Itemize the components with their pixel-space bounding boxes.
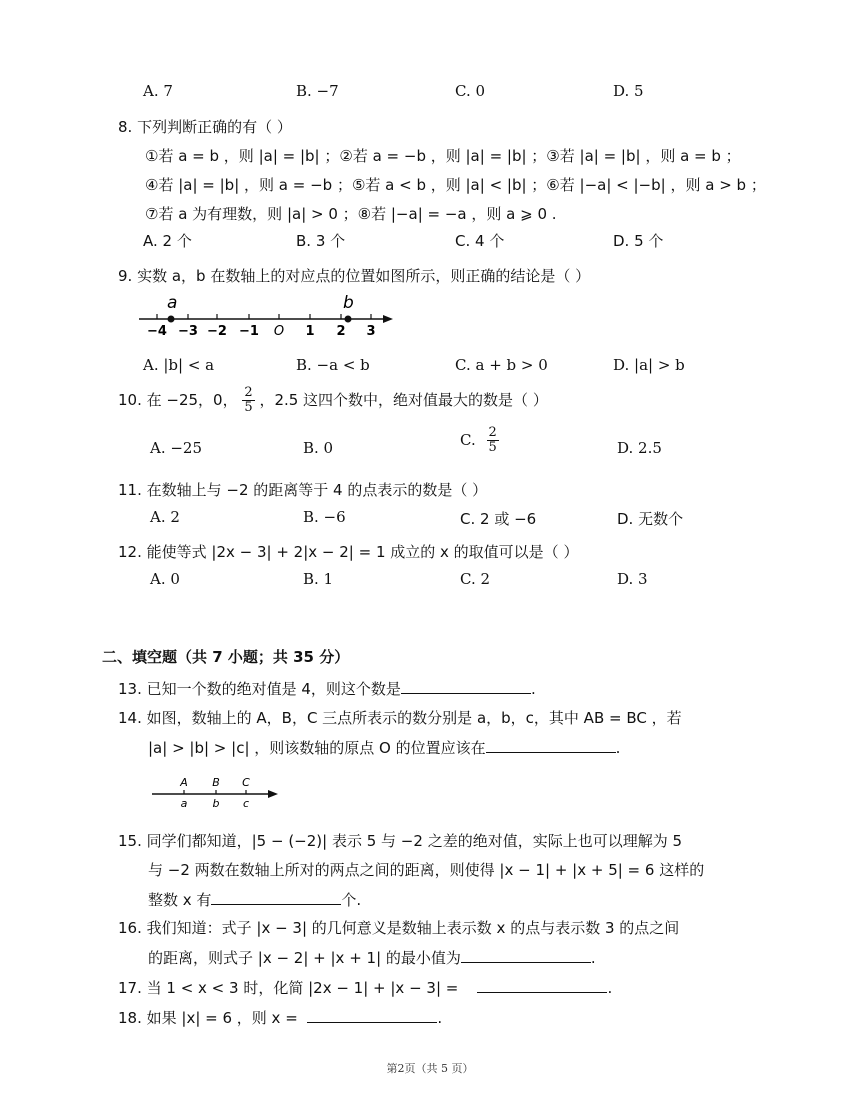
fraction-numerator: 2 [488,425,497,440]
q16-line-1: 16. 我们知道：式子 |x − 3| 的几何意义是数轴上表示数 x 的点与表示数 3 的点之间 [118,919,680,937]
q12-option-d: D. 3 [617,570,648,588]
tick-label: O [273,324,285,339]
answer-blank[interactable] [461,946,591,963]
q15-line-3-text: 整数 x 有 [148,891,212,909]
q15-line-2: 与 −2 两数在数轴上所对的两点之间的距离，则使得 |x − 1| + |x + 5| = 6 这样的 [148,861,705,879]
tick-label: 1 [305,324,315,339]
q15-line-3 [148,888,361,910]
q10-stem-pre: 10. 在 −25，0， [118,391,238,409]
q10-option-b: B. 0 [303,439,334,457]
q8-option-a: A. 2 个 [143,232,192,250]
q10-stem [118,386,548,415]
value-a-label: a [180,797,188,810]
q8-line-1: ①若 a = b ，则 |a| = |b| ；②若 a = −b ，则 |a| = |b| ；③若 |a| = |b| ，则 a = b ； [145,147,741,165]
point-a-label: a [167,293,178,313]
tick-label: −1 [239,324,259,339]
tick-label: −2 [207,324,227,339]
q8-option-c: C. 4 个 [455,232,505,250]
q10-stem-post: ，2.5 这四个数中，绝对值最大的数是（ ） [259,391,548,409]
q17 [118,976,612,998]
answer-blank[interactable] [477,976,607,993]
q7-option-b: B. −7 [296,82,339,100]
q18-text: 18. 如果 |x| = 6 ，则 x = [118,1009,298,1027]
q8-stem: 8. 下列判断正确的有（ ） [118,118,292,136]
q11-option-b: B. −6 [303,508,346,526]
q14-line-1: 14. 如图，数轴上的 A，B，C 三点所表示的数分别是 a，b，c，其中 AB = BC ，若 [118,709,682,727]
period: . [615,739,621,757]
q9-number-line [135,292,405,342]
q17-text: 17. 当 1 < x < 3 时，化简 |2x − 1| + |x − 3| = [118,979,459,997]
q11-stem: 11. 在数轴上与 −2 的距离等于 4 的点表示的数是（ ） [118,481,488,499]
fraction-numerator: 2 [244,385,253,400]
tick-label: −3 [178,324,198,339]
value-b-label: b [212,797,220,810]
q12-option-b: B. 1 [303,570,334,588]
q8-line-3: ⑦若 a 为有理数，则 |a| > 0 ；⑧若 |−a| = −a ，则 a ⩾ 0 . [145,205,557,223]
q9-option-c: C. a + b > 0 [455,356,548,374]
point-C-label: C [242,776,250,789]
q12-stem: 12. 能使等式 |2x − 3| + 2|x − 2| = 1 成立的 x 的取值可以是（ ） [118,543,579,561]
point-A-label: A [180,776,188,789]
q10-option-a: A. −25 [150,439,203,457]
point-b-label: b [343,293,354,313]
q14-line-2 [148,736,620,758]
q10-option-d: D. 2.5 [617,439,662,457]
tick-label: 2 [336,324,346,339]
q15-suffix: 个. [341,891,362,909]
tick-label: −4 [147,324,167,339]
q12-option-c: C. 2 [460,570,491,588]
q11-option-d: D. 无数个 [617,510,684,528]
q14-number-line [148,772,288,812]
section-heading: 二、填空题（共 7 小题；共 35 分） [102,648,350,666]
value-c-label: c [242,797,250,810]
q12-option-a: A. 0 [150,570,180,588]
q13 [118,677,536,699]
q15-line-1: 15. 同学们都知道，|5 − (−2)| 表示 5 与 −2 之差的绝对值，实际上也可以理解为 5 [118,832,683,850]
q11-option-c: C. 2 或 −6 [460,510,537,528]
period: . [590,949,596,967]
fraction-denominator: 5 [244,400,253,415]
point-a-dot [168,316,175,323]
q13-text: 13. 已知一个数的绝对值是 4，则这个数是 [118,680,401,698]
option-c-label: C. [460,431,476,449]
q8-line-2: ④若 |a| = |b| ，则 a = −b ；⑤若 a < b ，则 |a| < |b| ；⑥若 |−a| < |−b| ，则 a > b ； [145,176,766,194]
point-b-dot [345,316,352,323]
q14-line-2-text: |a| > |b| > |c| ，则该数轴的原点 O 的位置应该在 [148,739,486,757]
q11-option-a: A. 2 [150,508,180,526]
period: . [607,979,613,997]
q10-fraction [242,386,254,415]
q7-option-a: A. 7 [143,82,173,100]
q16-line-2 [148,946,596,968]
answer-blank[interactable] [486,736,616,753]
q16-line-2-text: 的距离，则式子 |x − 2| + |x + 1| 的最小值为 [148,949,461,967]
fraction-denominator: 5 [488,440,497,455]
period: . [530,680,536,698]
q9-option-d: D. |a| > b [613,356,685,374]
q9-option-b: B. −a < b [296,356,370,374]
q18 [118,1006,442,1028]
answer-blank[interactable] [211,888,341,905]
period: . [437,1009,443,1027]
tick-label: 3 [366,324,376,339]
q10-option-c-fraction [487,426,499,455]
q7-option-d: D. 5 [613,82,644,100]
q7-option-c: C. 0 [455,82,486,100]
q9-stem: 9. 实数 a，b 在数轴上的对应点的位置如图所示，则正确的结论是（ ） [118,267,591,285]
q9-option-a: A. |b| < a [143,356,215,374]
q8-option-d: D. 5 个 [613,232,664,250]
answer-blank[interactable] [307,1006,437,1023]
q8-option-b: B. 3 个 [296,232,346,250]
q10-option-c [460,426,499,455]
page-footer: 第2页（共 5 页） [386,1062,474,1075]
answer-blank[interactable] [401,677,531,694]
point-B-label: B [212,776,220,789]
